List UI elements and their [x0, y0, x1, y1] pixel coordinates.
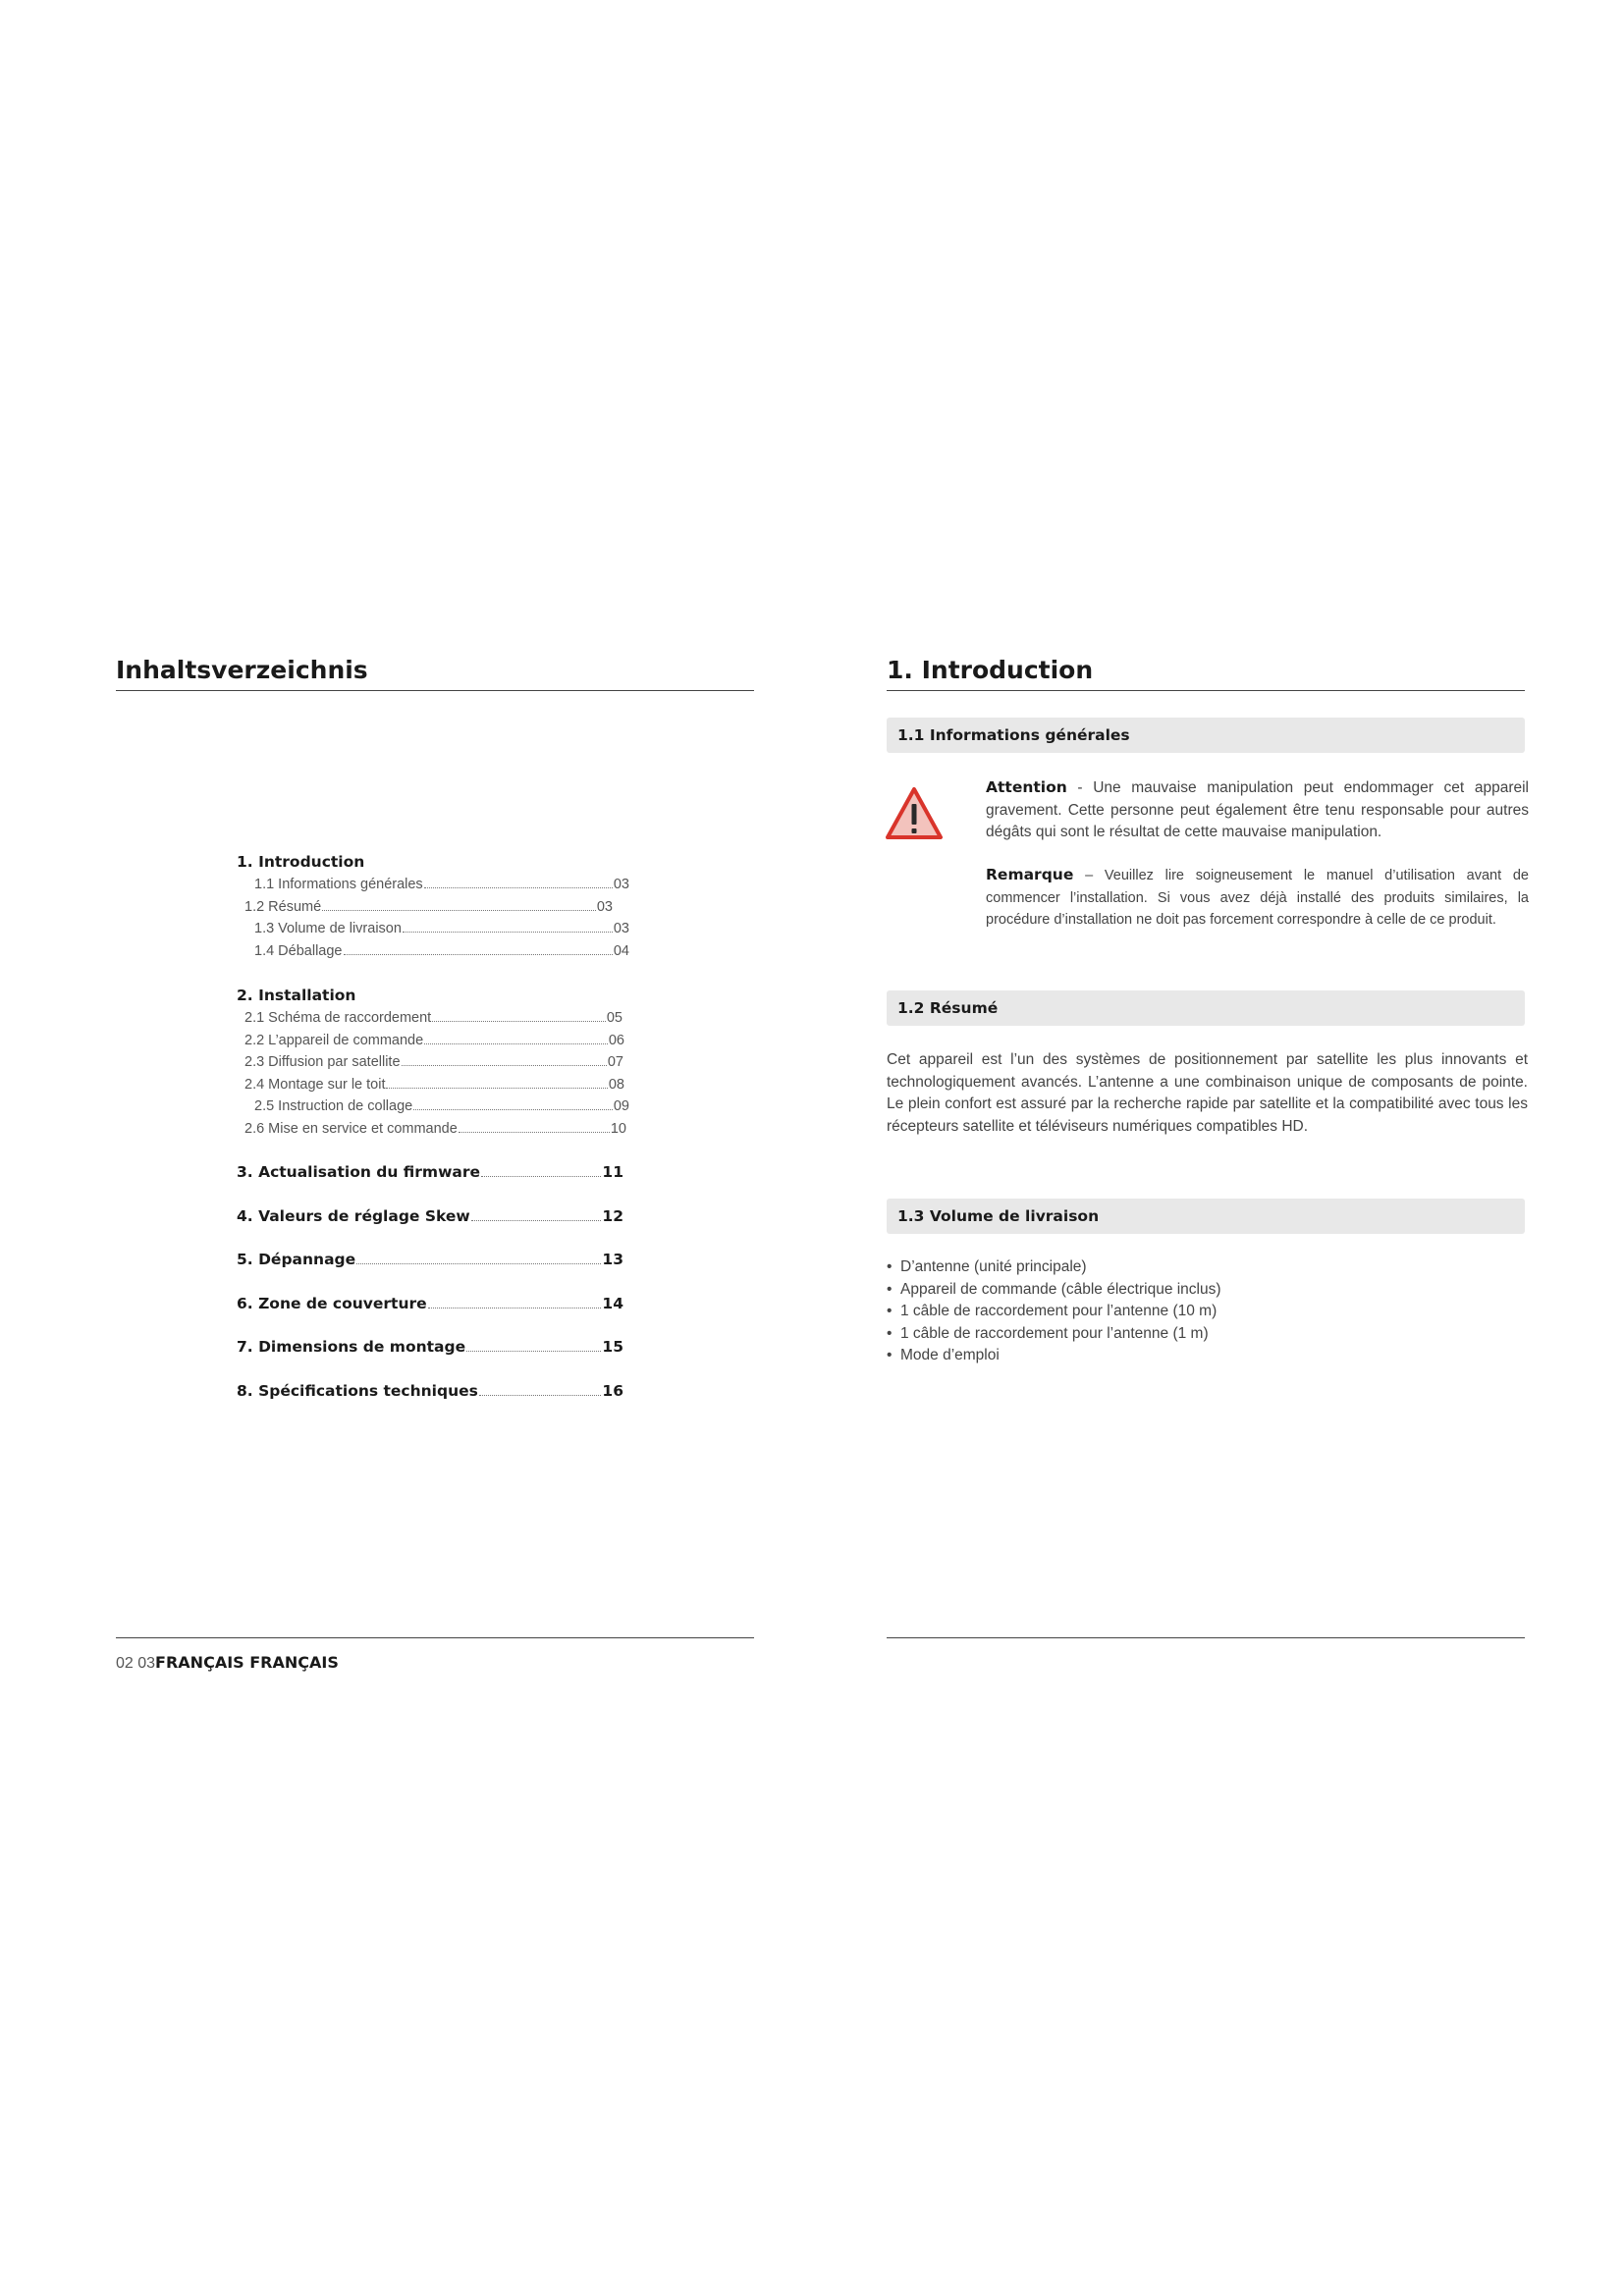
toc-entry-page: 12: [602, 1206, 623, 1225]
toc-entry-label: 2.4 Montage sur le toit: [244, 1076, 386, 1093]
toc-entry-label: 8. Spécifications techniques: [237, 1381, 478, 1400]
toc-entry[interactable]: [237, 1249, 623, 1271]
toc-entry[interactable]: [237, 1118, 626, 1141]
toc-leader-dots: [424, 887, 613, 888]
toc-entry[interactable]: [237, 1161, 623, 1184]
delivery-list: [887, 1256, 1221, 1367]
section-heading-summary: 1.2 Résumé: [887, 990, 1525, 1026]
list-item: • 1 câble de raccordement pour l’antenne (10 m): [887, 1301, 1221, 1323]
toc-entry-page: 03: [613, 921, 629, 936]
list-item: • D’antenne (unité principale): [887, 1256, 1221, 1279]
toc-entry-page: 03: [596, 898, 613, 915]
toc-entry-label: 2.2 L’appareil de commande: [244, 1032, 424, 1048]
toc-entry-page: 10: [610, 1120, 626, 1137]
toc-entry-label: 6. Zone de couverture: [237, 1294, 427, 1312]
toc-leader-dots: [459, 1132, 610, 1133]
toc-leader-dots: [413, 1109, 613, 1110]
chapter-title-rule: [887, 690, 1525, 691]
toc-entry-page: 14: [602, 1294, 623, 1312]
toc-entry[interactable]: [237, 940, 629, 963]
toc-entry[interactable]: [237, 1380, 623, 1403]
footer-rule-right: [887, 1637, 1525, 1638]
toc-entry-label: 4. Valeurs de réglage Skew: [237, 1206, 470, 1225]
toc-entry-label: 1.2 Résumé: [244, 898, 322, 915]
toc-entry-label: 2.3 Diffusion par satellite: [244, 1054, 401, 1070]
toc-entry-label: 1.1 Informations générales: [254, 877, 423, 892]
toc-entry[interactable]: [237, 874, 629, 896]
toc-entry[interactable]: [237, 1205, 623, 1228]
toc-entry-page: 06: [608, 1032, 624, 1048]
attention-label: Attention: [986, 778, 1067, 796]
page-footer: [116, 1653, 339, 1673]
toc-entry-page: 16: [602, 1381, 623, 1400]
toc-leader-dots: [479, 1395, 602, 1396]
toc-leader-dots: [322, 910, 596, 911]
list-item: • 1 câble de raccordement pour l’antenne (1 m): [887, 1323, 1221, 1346]
toc-entry-label: 5. Dépannage: [237, 1251, 356, 1268]
toc-entry-label: 1.3 Volume de livraison: [254, 921, 402, 936]
toc-entry-label: 1.4 Déballage: [254, 942, 343, 959]
toc-entry[interactable]: [237, 1074, 624, 1096]
toc-leader-dots: [424, 1043, 608, 1044]
summary-paragraph: Cet appareil est l’un des systèmes de positionnement par satellite les plus innovants et technologiquement avancés. L’antenne a une combinaison unique de composants de pointe. Le plein confort est assuré par la recherche rapide par satellite et la compatibilité avec tous les récepteurs satellite et téléviseurs numériques compatibles HD.: [887, 1051, 1528, 1135]
toc-entry-label: 2.6 Mise en service et commande: [244, 1120, 458, 1137]
section-heading-delivery: 1.3 Volume de livraison: [887, 1199, 1525, 1234]
toc-entry-label: 2.1 Schéma de raccordement: [244, 1010, 432, 1026]
list-item: • Appareil de commande (câble électrique inclus): [887, 1279, 1221, 1302]
toc-leader-dots: [386, 1088, 607, 1089]
toc-entry[interactable]: [237, 1095, 629, 1118]
table-of-contents: [237, 850, 629, 1402]
toc-section-heading[interactable]: 1. Introduction: [237, 853, 365, 871]
toc-title-rule: [116, 690, 754, 691]
footer-rule-left: [116, 1637, 754, 1638]
toc-entry-label: 7. Dimensions de montage: [237, 1338, 466, 1356]
toc-entry-page: 13: [602, 1251, 623, 1268]
toc-entry-page: 09: [613, 1098, 629, 1114]
toc-entry-page: 08: [608, 1076, 624, 1093]
toc-entry[interactable]: [237, 918, 629, 940]
chapter-title: 1. Introduction: [887, 656, 1094, 684]
toc-leader-dots: [344, 954, 613, 955]
toc-leader-dots: [432, 1021, 606, 1022]
toc-entry-page: 11: [602, 1163, 623, 1181]
toc-entry[interactable]: [237, 1293, 623, 1315]
note-label: Remarque: [986, 866, 1074, 883]
toc-entry-page: 04: [613, 942, 629, 959]
toc-section-heading[interactable]: 2. Installation: [237, 987, 356, 1004]
toc-leader-dots: [403, 932, 613, 933]
toc-entry-page: 03: [613, 877, 629, 892]
toc-leader-dots: [356, 1263, 601, 1264]
toc-entry[interactable]: [237, 896, 613, 919]
warning-triangle-icon: [884, 785, 945, 842]
toc-leader-dots: [466, 1351, 601, 1352]
attention-paragraph: [986, 776, 1529, 844]
toc-entry-label: 2.5 Instruction de collage: [254, 1098, 413, 1114]
attention-text: - Une mauvaise manipulation peut endommager cet appareil gravement. Cette personne peut également être tenu responsable pour autres dégâts qui sont le résultat de cette mauvaise manipulation.: [986, 779, 1529, 840]
list-item: • Mode d’emploi: [887, 1345, 1221, 1367]
page-numbers: 02 03: [116, 1655, 156, 1672]
footer-language: FRANÇAIS FRANÇAIS: [155, 1653, 339, 1672]
toc-leader-dots: [402, 1065, 607, 1066]
toc-entry[interactable]: [237, 1336, 623, 1359]
toc-entry-label: 3. Actualisation du firmware: [237, 1163, 481, 1181]
toc-entry-page: 05: [606, 1010, 623, 1026]
note-text: – Veuillez lire soigneusement le manuel d’utilisation avant de commencer l’installation. Si vous avez déjà installé des produits similaires, la procédure d’installation ne doit pas forcement correspondre à celle de ce produit.: [986, 868, 1529, 928]
toc-entry-page: 15: [602, 1338, 623, 1356]
toc-entry[interactable]: [237, 1030, 624, 1052]
toc-entry[interactable]: [237, 1007, 623, 1030]
toc-entry-page: 07: [607, 1054, 623, 1070]
note-paragraph: [986, 864, 1529, 932]
toc-leader-dots: [471, 1220, 602, 1221]
section-heading-general-info: 1.1 Informations générales: [887, 718, 1525, 753]
toc-entry[interactable]: [237, 1051, 623, 1074]
toc-title: Inhaltsverzeichnis: [116, 656, 368, 684]
toc-leader-dots: [481, 1176, 601, 1177]
